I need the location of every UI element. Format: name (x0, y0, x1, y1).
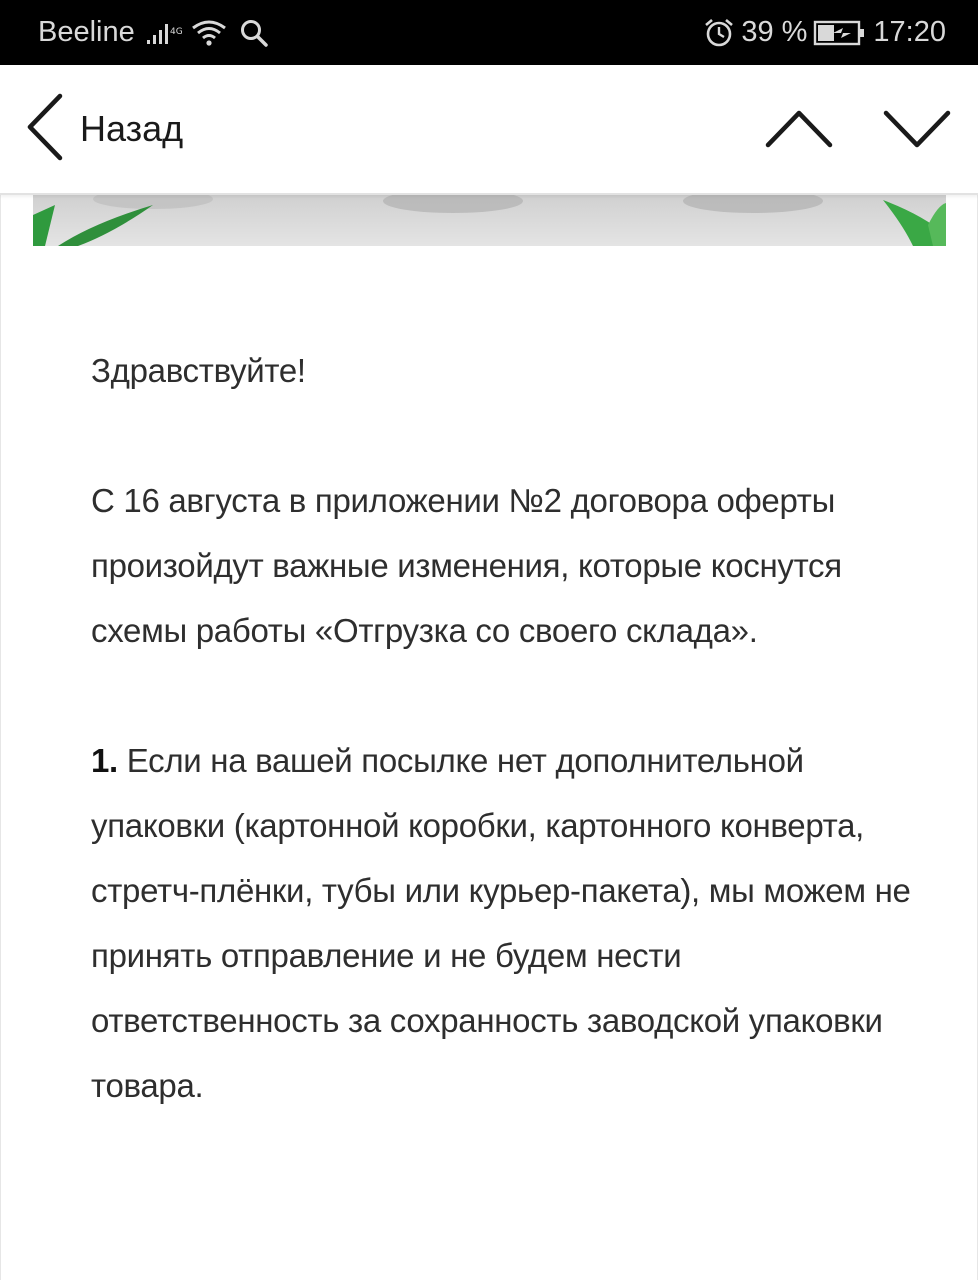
wifi-icon (189, 18, 229, 48)
header-bar (0, 65, 978, 195)
status-bar (0, 0, 978, 65)
leaf-decoration-icon (33, 195, 946, 246)
alarm-icon (703, 17, 735, 49)
list-item (91, 728, 911, 1118)
clock-time: 17:20 (873, 16, 946, 48)
previous-message-button[interactable] (764, 103, 834, 155)
email-body (91, 338, 911, 1183)
status-bar-left (38, 0, 269, 65)
email-banner-image (33, 195, 946, 246)
list-item-text: Если на вашей посылке нет дополнительной упаковки (картонной коробки, картонного конверта, стретч-плёнки, тубы или курьер-пакета), мы можем не принять отправление и не будем нести ответственность за сохранность заводской упаковки товара. (91, 742, 911, 1104)
carrier-name: Beeline (38, 16, 135, 48)
status-bar-right (703, 0, 946, 65)
signal-icon (145, 20, 183, 46)
battery-charging-icon (813, 19, 867, 47)
back-label: Назад (80, 108, 184, 149)
battery-percent: 39 % (741, 16, 808, 48)
intro-paragraph: С 16 августа в приложении №2 договора оферты произойдут важные изменения, которые коснутся схемы работы «Отгрузка со своего склада». (91, 482, 842, 649)
search-icon (239, 18, 269, 48)
chevron-left-icon (24, 92, 66, 167)
chevron-up-icon (764, 103, 834, 155)
chevron-down-icon (882, 103, 952, 155)
greeting: Здравствуйте! (91, 352, 306, 389)
svg-text:4G: 4G (169, 26, 183, 37)
list-item-number: 1. (91, 742, 118, 779)
back-button[interactable] (24, 93, 183, 165)
next-message-button[interactable] (882, 103, 952, 155)
